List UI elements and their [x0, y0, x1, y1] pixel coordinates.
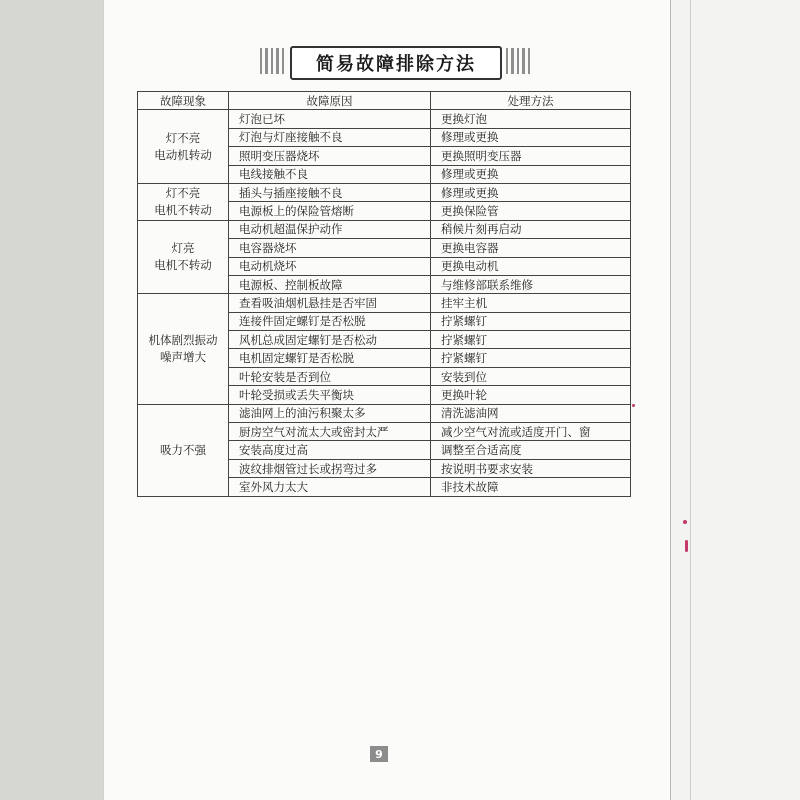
- solution-cell: 更换叶轮: [431, 386, 631, 404]
- cause-cell: 灯泡与灯座接触不良: [229, 128, 431, 146]
- cause-cell: 厨房空气对流太大或密封太严: [229, 423, 431, 441]
- cause-cell: 电容器烧坏: [229, 239, 431, 257]
- symptom-text: 电机不转动: [154, 258, 212, 273]
- solution-cell: 拧紧螺钉: [431, 312, 631, 330]
- solution-cell: 与维修部联系维修: [431, 275, 631, 293]
- solution-cell: 更换电容器: [431, 239, 631, 257]
- solution-cell: 安装到位: [431, 367, 631, 385]
- scan-background: [0, 0, 104, 800]
- symptom-cell: [138, 110, 229, 184]
- page-number: 9: [370, 746, 388, 762]
- symptom-text: 噪声增大: [160, 349, 206, 364]
- solution-cell: 修理或更换: [431, 165, 631, 183]
- troubleshooting-table: [137, 91, 631, 497]
- ink-mark: [685, 540, 688, 552]
- cause-cell: 室外风力太大: [229, 478, 431, 496]
- cause-cell: 叶轮安装是否到位: [229, 367, 431, 385]
- solution-cell: 挂牢主机: [431, 294, 631, 312]
- title-banner: [260, 46, 530, 76]
- cause-cell: 电机固定螺钉是否松脱: [229, 349, 431, 367]
- symptom-text: 灯不亮: [165, 130, 201, 145]
- symptom-text: 吸力不强: [160, 442, 206, 457]
- solution-cell: 清洗滤油网: [431, 404, 631, 422]
- symptom-text: 灯亮: [171, 241, 195, 256]
- symptom-cell: [138, 294, 229, 404]
- header-solution: 处理方法: [431, 92, 631, 110]
- cause-cell: 叶轮受损或丢失平衡块: [229, 386, 431, 404]
- cause-cell: 电动机超温保护动作: [229, 220, 431, 238]
- cause-cell: 连接件固定螺钉是否松脱: [229, 312, 431, 330]
- solution-cell: 更换保险管: [431, 202, 631, 220]
- solution-cell: 更换照明变压器: [431, 147, 631, 165]
- table-header-row: [138, 92, 631, 110]
- solution-cell: 减少空气对流或适度开门、窗: [431, 423, 631, 441]
- table-row: [138, 183, 631, 201]
- cause-cell: 照明变压器烧坏: [229, 147, 431, 165]
- solution-cell: 修理或更换: [431, 128, 631, 146]
- ink-mark: [683, 520, 687, 524]
- cause-cell: 电源板、控制板故障: [229, 275, 431, 293]
- cause-cell: 电动机烧坏: [229, 257, 431, 275]
- header-symptom: 故障现象: [138, 92, 229, 110]
- solution-cell: 非技术故障: [431, 478, 631, 496]
- table-body: [138, 110, 631, 496]
- cause-cell: 电线接触不良: [229, 165, 431, 183]
- cause-cell: 安装高度过高: [229, 441, 431, 459]
- header-cause: 故障原因: [229, 92, 431, 110]
- page-edge-line: [690, 0, 691, 800]
- symptom-text: 电动机转动: [154, 147, 212, 162]
- table-row: [138, 294, 631, 312]
- cause-cell: 插头与插座接触不良: [229, 183, 431, 201]
- table-row: [138, 404, 631, 422]
- solution-cell: 拧紧螺钉: [431, 349, 631, 367]
- symptom-cell: [138, 220, 229, 294]
- cause-cell: 滤油网上的油污积聚太多: [229, 404, 431, 422]
- solution-cell: 按说明书要求安装: [431, 459, 631, 477]
- solution-cell: 稍候片刻再启动: [431, 220, 631, 238]
- solution-cell: 更换灯泡: [431, 110, 631, 128]
- symptom-text: 灯不亮: [165, 185, 201, 200]
- cause-cell: 波纹排烟管过长或拐弯过多: [229, 459, 431, 477]
- solution-cell: 拧紧螺钉: [431, 331, 631, 349]
- cause-cell: 风机总成固定螺钉是否松动: [229, 331, 431, 349]
- cause-cell: 查看吸油烟机悬挂是否牢固: [229, 294, 431, 312]
- cause-cell: 灯泡已坏: [229, 110, 431, 128]
- page-title: 简易故障排除方法: [290, 46, 502, 80]
- title-stripes-left: [260, 48, 284, 74]
- solution-cell: 修理或更换: [431, 183, 631, 201]
- solution-cell: 更换电动机: [431, 257, 631, 275]
- solution-cell: 调整至合适高度: [431, 441, 631, 459]
- title-stripes-right: [506, 48, 530, 74]
- cause-cell: 电源板上的保险管熔断: [229, 202, 431, 220]
- table-row: [138, 110, 631, 128]
- symptom-cell: [138, 183, 229, 220]
- ink-mark: [632, 404, 635, 407]
- symptom-text: 机体剧烈振动: [148, 332, 218, 347]
- symptom-text: 电机不转动: [154, 202, 212, 217]
- table-row: [138, 220, 631, 238]
- symptom-cell: [138, 404, 229, 496]
